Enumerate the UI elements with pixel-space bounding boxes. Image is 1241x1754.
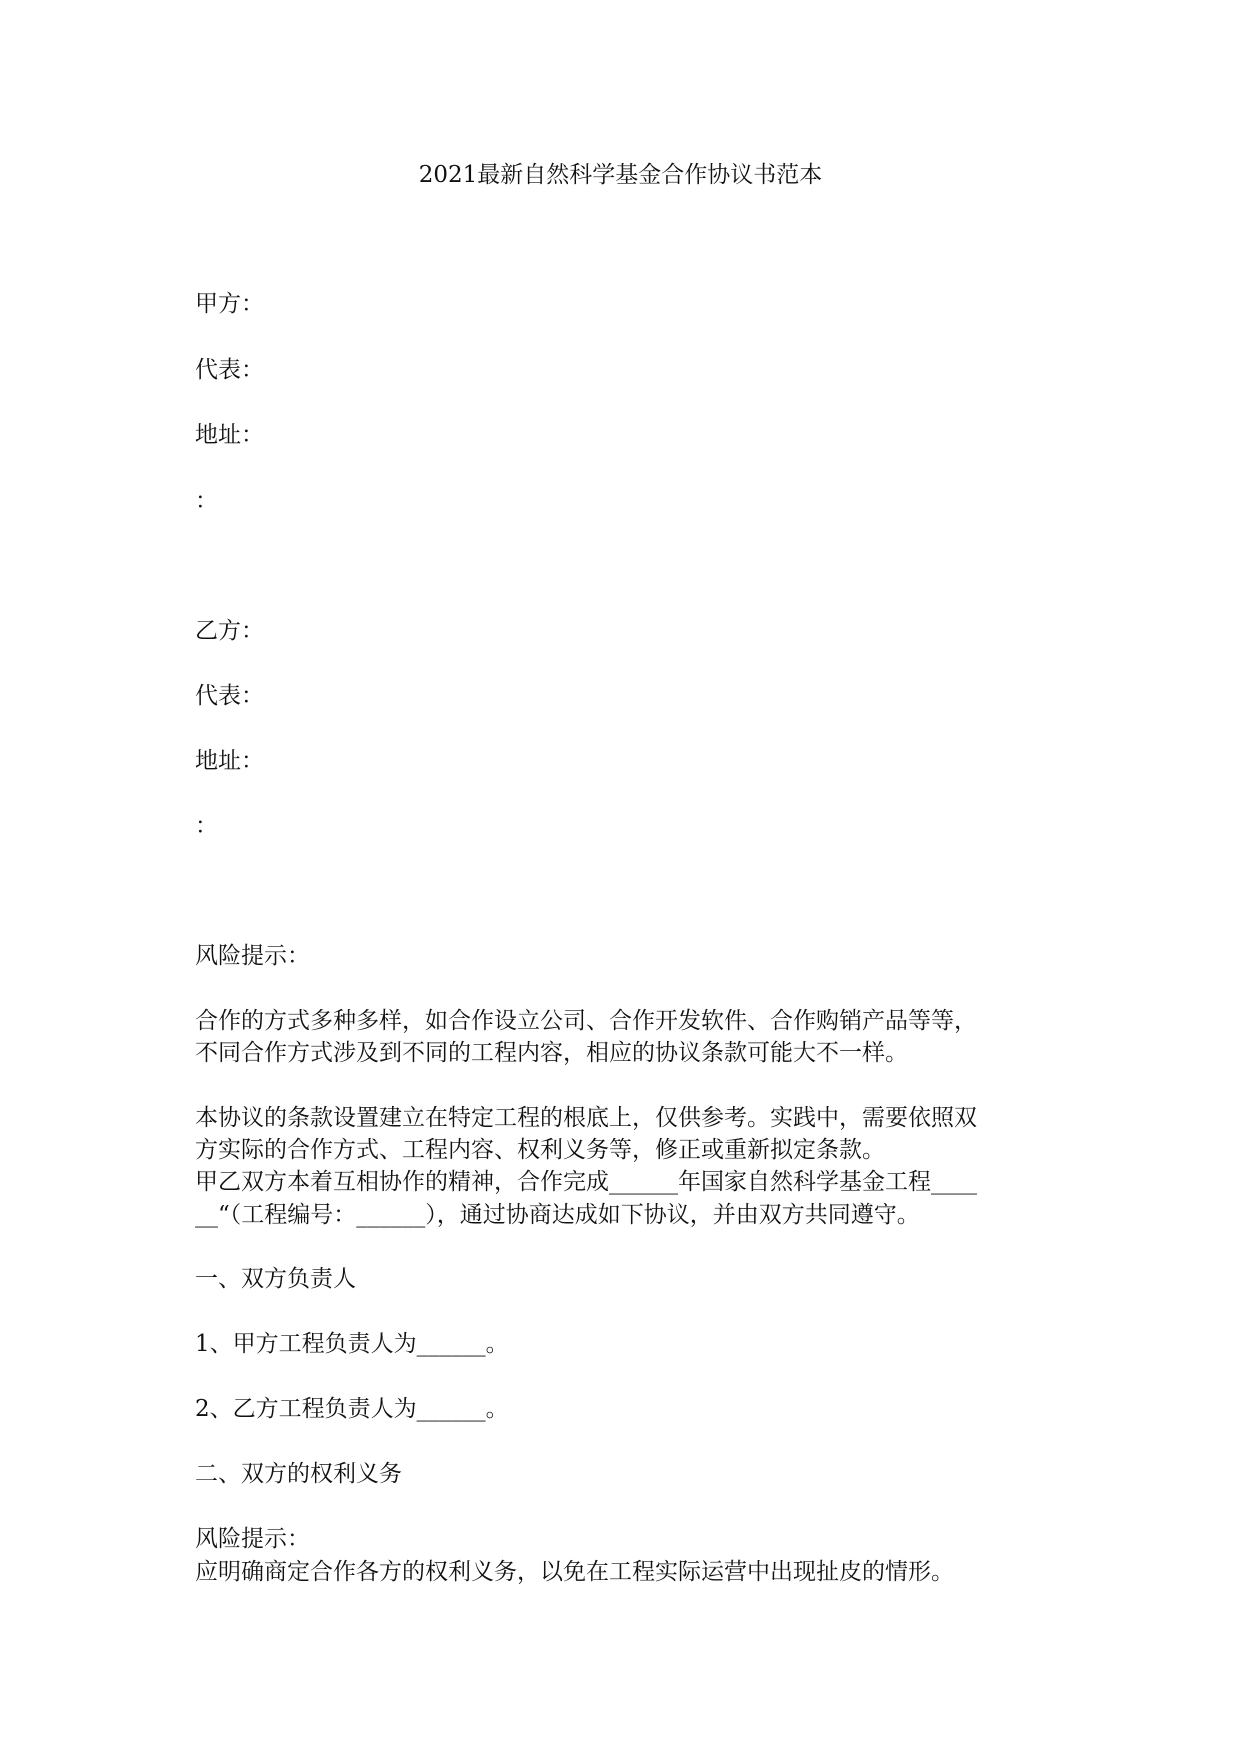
party-b-label: 乙方：	[195, 618, 264, 644]
risk-paragraph-2-line-2: 方实际的合作方式、工程内容、权利义务等，修正或重新拟定条款。	[195, 1137, 885, 1163]
risk-notice-heading: 风险提示：	[195, 943, 310, 969]
document-title: 2021最新自然科学基金合作协议书范本	[418, 162, 823, 188]
preamble-line-2: __“（工程编号：______），通过协商达成如下协议，并由双方共同遵守。	[195, 1202, 920, 1228]
party-a-representative: 代表：	[195, 357, 264, 383]
party-a-extra-field: ：	[195, 488, 218, 514]
party-b-address: 地址：	[195, 748, 264, 774]
section-2-heading: 二、双方的权利义务	[195, 1461, 402, 1487]
section-2-risk-heading: 风险提示：	[195, 1526, 310, 1552]
risk-paragraph-1-line-1: 合作的方式多种多样，如合作设立公司、合作开发软件、合作购销产品等等，	[195, 1008, 977, 1034]
section-1-heading: 一、双方负责人	[195, 1266, 356, 1292]
section-1-item-2: 2、乙方工程负责人为______。	[195, 1396, 509, 1422]
risk-paragraph-2-line-1: 本协议的条款设置建立在特定工程的根底上，仅供参考。实践中，需要依照双	[195, 1105, 977, 1131]
section-2-risk-text: 应明确商定合作各方的权利义务，以免在工程实际运营中出现扯皮的情形。	[195, 1559, 954, 1585]
party-b-extra-field: ：	[195, 813, 218, 839]
section-1-item-1: 1、甲方工程负责人为______。	[195, 1331, 509, 1357]
party-a-address: 地址：	[195, 422, 264, 448]
risk-paragraph-1-line-2: 不同合作方式涉及到不同的工程内容，相应的协议条款可能大不一样。	[195, 1040, 908, 1066]
preamble-line-1: 甲乙双方本着互相协作的精神，合作完成______年国家自然科学基金工程____	[195, 1169, 977, 1195]
party-a-label: 甲方：	[195, 291, 264, 317]
party-b-representative: 代表：	[195, 683, 264, 709]
